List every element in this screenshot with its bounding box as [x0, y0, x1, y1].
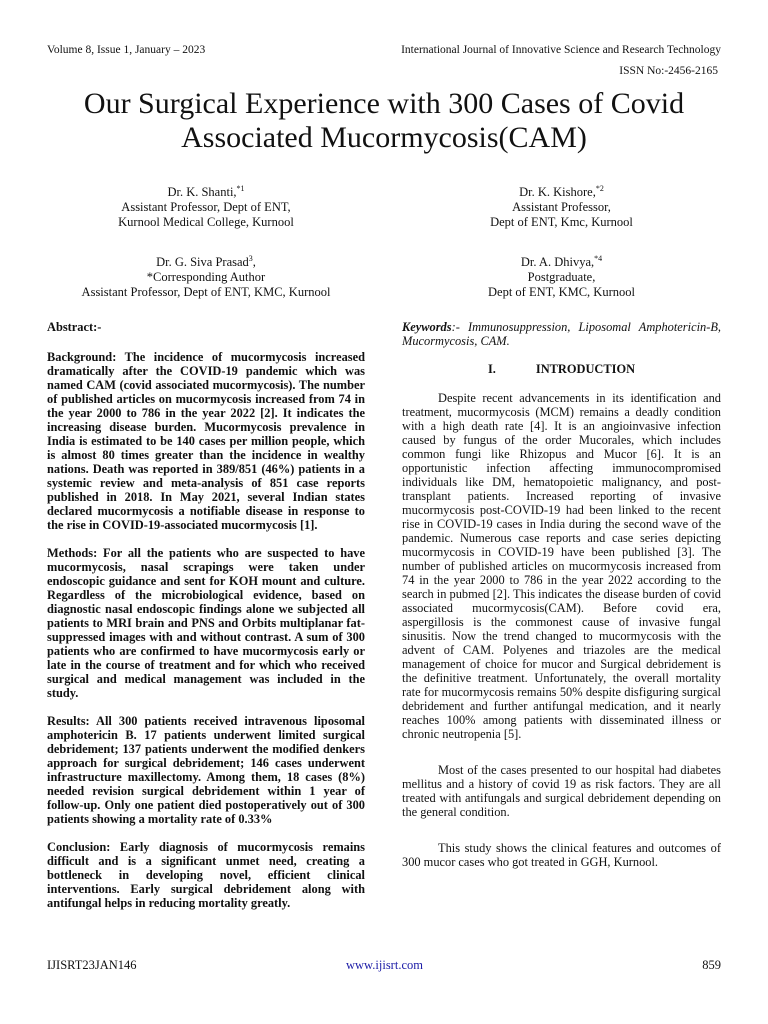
author-block	[47, 251, 365, 300]
footer-id: IJISRT23JAN146	[47, 958, 137, 972]
paper-title	[40, 87, 728, 155]
title-line: Associated Mucormycosis(CAM)	[181, 121, 587, 154]
footer-url-link[interactable]: www.ijisrt.com	[346, 958, 423, 972]
section-heading-introduction	[402, 362, 721, 376]
abstract-results: Results: All 300 patients received intravenous liposomal amphotericin B. 17 patients underwent limited surgical debridement; 137 patients underwent the modified denkers approach for surgical debridement; 146 cases underwent infrastructure maxillectomy. Among them, 18 cases (8%) needed revision surgical debridement within 1 year of follow-up. Only one patient died postoperatively out of 300 patients showing a mortality rate of 0.33%	[47, 714, 365, 826]
author-affil: *Corresponding Author	[146, 270, 266, 285]
intro-paragraph: Despite recent advancements in its identification and treatment, mucormycosis (MCM) remains a deadly condition with a high death rate [4]. It is an angioinvasive infection caused by fungus of the order Mucorales, which includes common fungi like Rhizopus and Mucor [6]. It is an opportunistic infection affecting immunocompromised individuals like DM, hematopoietic malignancy, and post-transplant patients. Increased reporting of invasive mucormycosis post-COVID-19 had been linked to the recent rise in COVID-19 cases in India during the second wave of the pandemic. Numerous case reports and case series depicting mucormycosis in COVID-19 have been published [3]. The number of published articles on mucormycosis increased from 74 in the year 2000 to 786 in the year 2022 according to the search in pubmed [2]. This indicates the disease burden of covid associated mucormycosis(CAM). Before covid era, aspergillosis is the commonest cause of invasive fungal sinusitis. Now the trend changed to mucormycosis with the advent of CAM. Polyenes and triazoles are the medical management of choice for mucor and Surgical debridement is the definitive treatment. Unfortunately, the overall mortality rate for mucormycosis remains 50% despite disfiguring surgical debridement and further antifungal medication, and it nearly reaches 100% among patients with disseminated illness or chronic neutropenia [5].	[402, 391, 721, 741]
author-block	[47, 181, 365, 230]
author-affil: Assistant Professor, Dept of ENT,	[121, 200, 291, 215]
abstract-background: Background: The incidence of mucormycosis increased dramatically after the COVID-19 pandemic which was named CAM (covid associated mucormycosis). The number of published articles on mucormycosis increased from 74 in the year 2000 to 786 in the year 2022 [2]. It indicates the increasing disease burden. Mucormycosis prevalence in India is estimated to be 140 cases per million people, which is almost 80 times greater than the incidence in wealthy nations. Death was reported in 389/851 (46%) patients in a systemic review and meta-analysis of 851 case reports published in 2018. In May 2021, several Indian states declared mucormycosis a notifiable disease in response to the rise in COVID-19-associated mucormycosis [1].	[47, 350, 365, 532]
abstract-conclusion: Conclusion: Early diagnosis of mucormycosis remains difficult and is a significant unmet need, creating a bottleneck in developing novel, efficient clinical interventions. Early surgical debridement along with antifungal helps in reducing mortality greatly.	[47, 840, 365, 910]
abstract-column	[47, 320, 365, 924]
author-name: Dr. A. Dhivya,	[520, 255, 595, 270]
right-column	[402, 320, 721, 883]
footer-page-number: 859	[702, 958, 721, 972]
author-name: Dr. K. Kishore,	[519, 185, 596, 200]
keywords-text: :- Immunosuppression, Liposomal Amphotericin-B, Mucormycosis, CAM.	[402, 320, 721, 348]
intro-paragraph: This study shows the clinical features and outcomes of 300 mucor cases who got treated in GGH, Kurnool.	[402, 841, 721, 869]
author-affil: Kurnool Medical College, Kurnool	[118, 215, 294, 230]
author-affil: Dept of ENT, KMC, Kurnool	[488, 285, 635, 300]
author-suffix: ,	[252, 255, 256, 270]
author-name: Dr. K. Shanti,	[167, 185, 237, 200]
author-affil: Assistant Professor, Dept of ENT, KMC, Kurnool	[81, 285, 331, 300]
header-volume: Volume 8, Issue 1, January – 2023	[47, 44, 206, 56]
title-line: Our Surgical Experience with 300 Cases of Covid	[83, 87, 685, 120]
header-issn: ISSN No:-2456-2165	[619, 65, 718, 77]
author-block	[402, 181, 721, 230]
author-affil: Dept of ENT, Kmc, Kurnool	[490, 215, 633, 230]
section-title: INTRODUCTION	[535, 362, 636, 376]
author-affil: Postgraduate,	[527, 270, 596, 285]
author-sup: 3	[248, 254, 253, 263]
author-name: Dr. G. Siva Prasad	[156, 255, 249, 270]
abstract-heading: Abstract:-	[47, 320, 102, 334]
section-number: I.	[487, 362, 496, 376]
keywords-label: Keywords	[402, 320, 452, 334]
abstract-methods: Methods: For all the patients who are suspected to have mucormycosis, nasal scrapings were taken under endoscopic guidance and sent for KOH mount and culture. Regardless of the microbiological evidence, based on diagnostic nasal endoscopic findings alone we subjected all patients to MRI brain and PNS and Orbits multiplanar fat-suppressed images with and without contrast. A sum of 300 patients who are confirmed to have mucormycosis early or late in the course of treatment and for which who received surgical and medical management was included in the study.	[47, 546, 365, 700]
author-sup: *4	[594, 254, 603, 263]
author-affil: Assistant Professor,	[512, 200, 611, 215]
author-sup: *2	[595, 184, 604, 193]
intro-paragraph: Most of the cases presented to our hospital had diabetes mellitus and a history of covid 19 as risk factors. They are all treated with antifungals and surgical debridement depending on the general condition.	[402, 763, 721, 819]
keywords	[402, 320, 721, 348]
author-block	[402, 251, 721, 300]
header-journal: International Journal of Innovative Science and Research Technology	[401, 44, 721, 56]
author-sup: *1	[236, 184, 245, 193]
